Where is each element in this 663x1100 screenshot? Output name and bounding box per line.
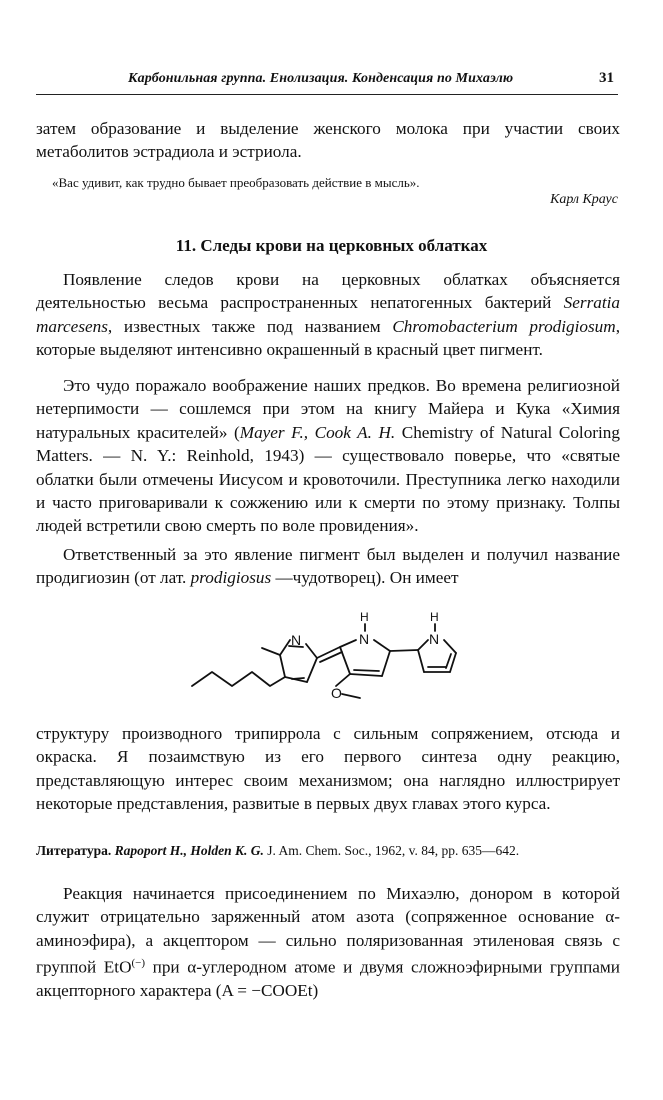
ring-3-bond-b xyxy=(444,640,456,653)
paragraph-4: структуру производного трипиррола с сильным сопряжением, отсюда и окраска. Я позаимствую из его первого синтеза одну реакцию, представляющую интерес своим механизмом; она наглядно иллюстрирует некоторые представления, развитые в первых двух главах этого курса. xyxy=(36,724,620,814)
section-title: 11. Следы крови на церковных облатках xyxy=(175,236,488,255)
header-title: Карбонильная группа. Енолизация. Конденсация по Михаэлю xyxy=(128,71,514,86)
latin-word: prodigiosus xyxy=(190,568,272,588)
paragraph-2 xyxy=(36,374,620,538)
atom-n-ring-1: N xyxy=(291,632,302,648)
paragraph-3 xyxy=(36,543,620,590)
running-header xyxy=(36,64,618,95)
charge-superscript: (−) xyxy=(131,957,146,970)
epigraph-quote: «Вас удивит, как трудно бывает преобразовать действие в мысль». xyxy=(52,175,420,190)
paragraph-1-text-b: , известных также под названием xyxy=(107,316,393,336)
ring-1-bond-c-c xyxy=(307,658,317,682)
atom-h-ring-2: H xyxy=(360,610,369,624)
ring-2-bond-b xyxy=(374,640,390,651)
reference xyxy=(36,842,620,860)
ring-1-bond-n-c xyxy=(306,644,317,658)
atom-n-ring-3: N xyxy=(429,631,440,647)
paragraph-5-text-b: при α-углеродном атоме и двумя сложноэфирными группами акцепторного характера (A = −COOEt) xyxy=(36,957,620,1001)
atom-o-methoxy: O xyxy=(331,685,342,701)
paragraph-2-text-a: Это чудо поражало воображение наших предков. Во времена религиозной нетерпимости — сошлемся при этом на книгу Майера и Кука «Химия натуральных красителей» ( xyxy=(36,376,620,442)
genus-name: Chromobacterium prodigiosum xyxy=(392,316,616,336)
epigraph-author: Карл Краус xyxy=(550,192,618,207)
book-authors: Mayer F., Cook A. H. xyxy=(239,422,396,442)
ring-1-methyl xyxy=(262,648,280,655)
ring-2-bond-a xyxy=(340,640,356,647)
paragraph-3-text-a: Ответственный за это явление пигмент был выделен и получил название продигиозин (от лат. xyxy=(36,545,620,588)
reference-authors: Rapoport H., Holden K. G. xyxy=(114,843,264,858)
ring-2-double xyxy=(354,670,379,671)
paragraph-5-text-a: Реакция начинается присоединением по Михаэлю, донором в которой служит отрицательно заряженный атом азота (сопряженное основание α-аминоэфира), а акцептором — сильно поляризованная этиленовая связь с группой EtO xyxy=(36,884,620,977)
ring-3-double-2 xyxy=(446,654,451,668)
ring-3-bond-e xyxy=(418,650,424,672)
ring-2-bond-c xyxy=(382,651,390,676)
ring-2-bond-e xyxy=(340,647,350,674)
ring-link xyxy=(390,650,418,651)
ring-3-bond-a xyxy=(418,640,428,650)
atom-n-ring-2: N xyxy=(359,631,370,647)
species-name: Serratia marcesens xyxy=(36,293,620,336)
paragraph-3-text-b: —чудотворец). Он имеет xyxy=(271,568,459,588)
ring-1-inner xyxy=(292,678,304,679)
paragraph-1-text-a: Появление следов крови на церковных облатках объясняется деятельностью весьма распространенных непатогенных бактерий xyxy=(36,270,620,313)
methine-bond xyxy=(317,647,340,658)
methine-double xyxy=(320,652,342,662)
ring-2-bond-d xyxy=(350,674,382,676)
reference-label: Литература. xyxy=(36,843,112,858)
intro-paragraph: затем образование и выделение женского молока при участии своих метаболитов эстрадиола и эстриола. xyxy=(36,119,620,162)
paragraph-1 xyxy=(36,268,620,362)
page-number: 31 xyxy=(599,70,614,86)
atom-h-ring-3: H xyxy=(430,610,439,624)
prodigiosin-structure xyxy=(184,606,474,702)
methyl-bond xyxy=(342,694,360,698)
paragraph-1-text-c: , которые выделяют интенсивно окрашенный в красный цвет пигмент. xyxy=(36,316,620,360)
reference-citation: J. Am. Chem. Soc., 1962, v. 84, pp. 635—642. xyxy=(263,843,520,858)
pentyl-chain xyxy=(192,672,285,686)
paragraph-2-text-b: Chemistry of Natural Coloring Matters. — N. Y.: Reinhold, 1943) — существовало поверье, что «святые облатки были отмечены Иисусом и кровоточили. Преступника легко находили и часто приговаривали к сожжению или к смерти по этому признаку. Толпы людей встретили свою смерть по воле провидения». xyxy=(36,422,620,536)
paragraph-5 xyxy=(36,882,620,1003)
